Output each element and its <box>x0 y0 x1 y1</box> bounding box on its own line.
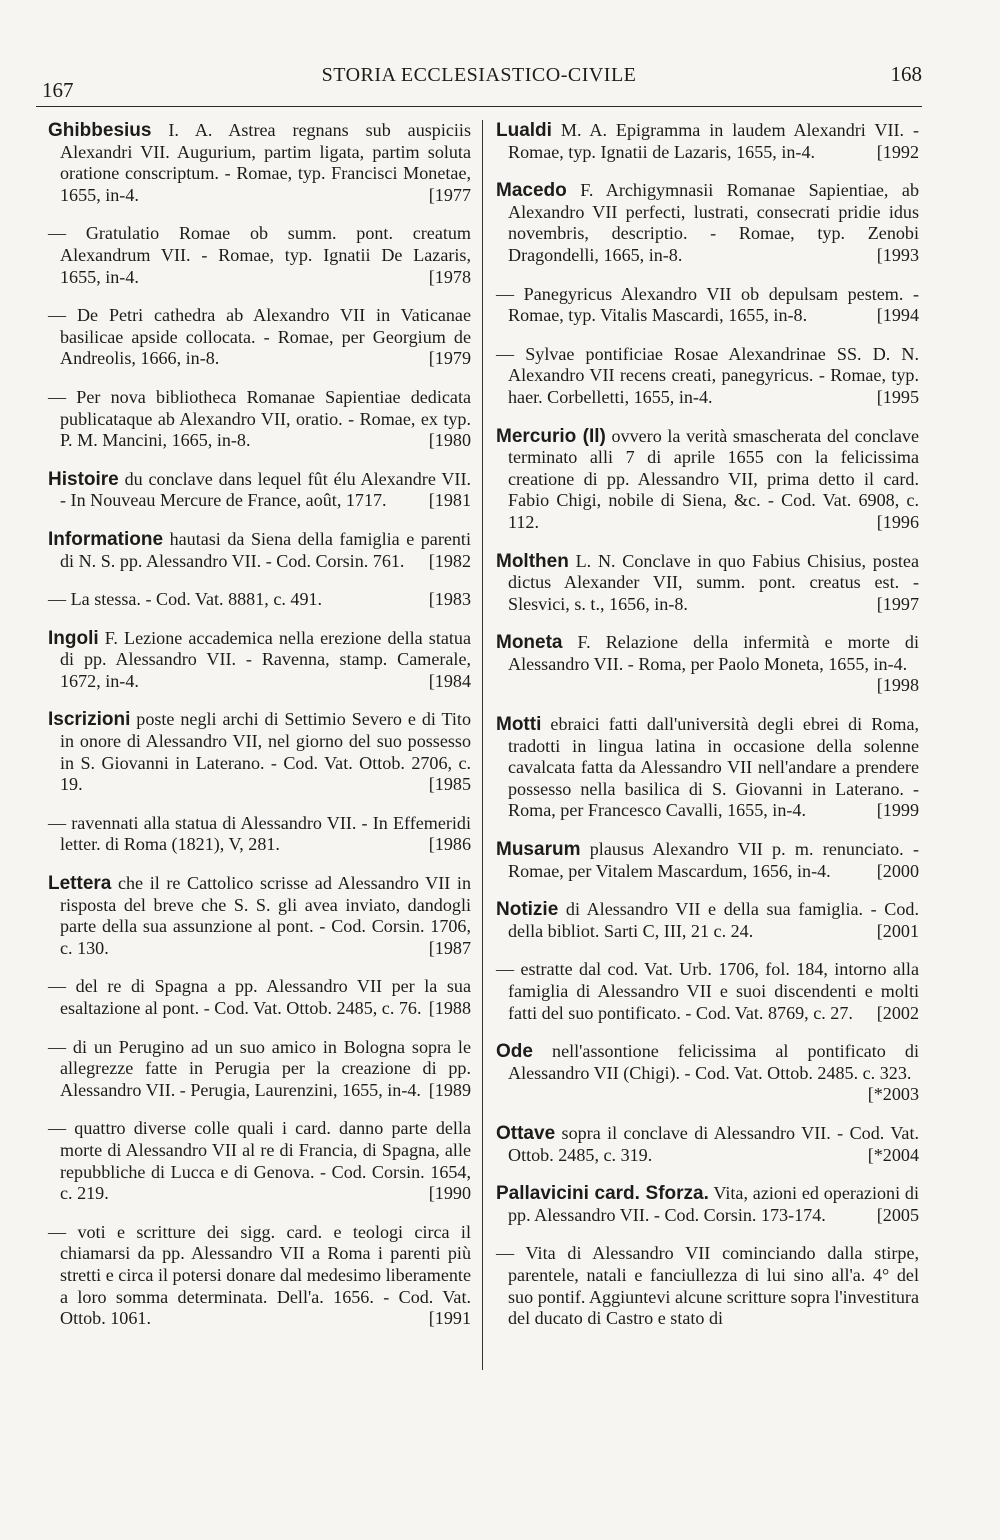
bibliography-entry <box>496 120 919 163</box>
entry-text: plausus Alexandro VII p. m. renunciato. - Romae, per Vitalem Mascardum, 1656, in-4. <box>508 839 919 881</box>
entry-number: [1996 <box>876 511 919 532</box>
bibliography-entry <box>496 959 919 1024</box>
bibliography-entry <box>48 813 471 856</box>
entry-heading: Motti <box>496 714 542 736</box>
entry-number: [1991 <box>428 1308 471 1329</box>
entry-heading: Macedo <box>496 180 567 202</box>
entry-number: [1980 <box>428 430 471 451</box>
entry-text: — estratte dal cod. Vat. Urb. 1706, fol. 184, intorno alla famiglia di Alessandro VII e suoi discendenti e molti fatti del suo pontificato. - Cod. Vat. 8769, c. 27. <box>496 959 919 1023</box>
bibliography-entry <box>48 387 471 452</box>
entry-text: — Panegyricus Alexandro VII ob depulsam pestem. - Romae, typ. Vitalis Mascardi, 1655, in-8. <box>496 283 919 326</box>
entry-number: [1984 <box>428 670 471 691</box>
entry-text: — ravennati alla statua di Alessandro VII. - In Effemeridi letter. di Roma (1821), V, 281. <box>48 812 471 855</box>
entry-heading: Molthen <box>496 550 569 572</box>
bibliography-entry <box>48 589 471 611</box>
entry-text: ovvero la verità smascherata del conclave terminato alli 7 di aprile 1655 con la felicissima creatione di pp. Alessandro VII, prima detto il card. Fabio Chigi, nobile di Siena, &c. - Cod. Vat. 6908, c. 112. <box>508 425 920 532</box>
bibliography-entry <box>48 628 471 693</box>
entry-heading: Histoire <box>48 468 119 490</box>
entry-number: [1997 <box>876 593 919 614</box>
entry-heading: Lettera <box>48 873 112 895</box>
bibliography-entry <box>496 1183 919 1226</box>
entry-text: — De Petri cathedra ab Alexandro VII in Vaticanae basilicae apside collocata. - Romae, per Georgium de Andreolis, 1666, in-8. <box>48 305 471 369</box>
entry-text: M. A. Epigramma in laudem Alexandri VII. - Romae, typ. Ignatii de Lazaris, 1655, in-4. <box>508 120 919 162</box>
entry-text: Vita, azioni ed operazioni di pp. Alessandro VII. - Cod. Corsin. 173-174. <box>508 1183 919 1225</box>
column-divider <box>482 120 483 1370</box>
entry-text: — voti e scritture dei sigg. card. e teologi circa il chiamarsi da pp. Alessandro VII a Roma i parenti più stretti e circa il potersi donare dal medesimo liberamente a loro somma determinata. Dell'a. 1656. - Cod. Vat. Ottob. 1061. <box>48 1221 471 1329</box>
bibliography-entry <box>496 1041 919 1106</box>
entry-number: [1986 <box>428 834 471 855</box>
entry-number: [1987 <box>428 937 471 958</box>
bibliography-entry <box>496 344 919 409</box>
entry-number: [1990 <box>428 1183 471 1204</box>
entry-text: che il re Cattolico scrisse ad Alessandro VII in risposta del breve che S. S. gli avea inviato, dandogli parte della sua assunzione al pont. - Cod. Corsin. 1706, c. 130. <box>60 873 471 958</box>
entry-text: — di un Perugino ad un suo amico in Bologna sopra le allegrezze fatte in Perugia per la creazione di pp. Alessandro VII. - Perugia, Laurenzini, 1655, in-4. <box>48 1036 471 1100</box>
entry-number: [1989 <box>428 1079 471 1100</box>
bibliography-entry <box>48 469 471 512</box>
entry-heading: Ghibbesius <box>48 120 152 141</box>
entry-number: [2005 <box>876 1204 919 1225</box>
bibliography-entry <box>48 120 471 206</box>
entry-text: — La stessa. - Cod. Vat. 8881, c. 491. <box>48 589 323 610</box>
entry-text: — quattro diverse colle quali i card. danno parte della morte di Alessandro VII al re di Francia, di Spagna, alle repubbliche di Lucca e di Genova. - Cod. Corsin. 1654, c. 219. <box>48 1118 471 1204</box>
entry-number: [1978 <box>428 266 471 287</box>
entry-text: ebraici fatti dall'università degli ebrei di Roma, tradotti in lingua latina in occasione della solenne cavalcata fatta da Alessandro VII nell'andare a prendere possesso nella basilica di S. Giovanni in Laterano. - Roma, per Francesco Cavalli, 1655, in-4. <box>508 714 919 821</box>
bibliography-entry <box>48 1222 471 1330</box>
entry-text: hautasi da Siena della famiglia e parenti di N. S. pp. Alessandro VII. - Cod. Corsin. 761. <box>60 528 471 571</box>
right-column <box>496 120 919 1347</box>
entry-number: [1985 <box>428 774 471 795</box>
entry-heading: Iscrizioni <box>48 709 131 731</box>
entry-text: F. Archigymnasii Romanae Sapientiae, ab Alexandro VII perfecti, lustrati, consecrati pridie idus novembris, descriptio. - Romae, typ. Zenobi Dragondelli, 1665, in-8. <box>508 180 919 265</box>
bibliography-entry <box>48 529 471 572</box>
entry-number: [1998 <box>876 675 919 696</box>
entry-text: — Vita di Alessandro VII cominciando dalla stirpe, parentele, natali e fanciullezza di lui sino all'a. 4° del suo pontif. Aggiuntevi alcune scritture sopra l'investitura del ducato di Castro e stato di <box>496 1243 919 1329</box>
entry-heading: Musarum <box>496 839 581 861</box>
entry-text: — del re di Spagna a pp. Alessandro VII per la sua esaltazione al pont. - Cod. Vat. Ottob. 2485, c. 76. <box>48 976 471 1018</box>
entry-text: sopra il conclave di Alessandro VII. - Cod. Vat. Ottob. 2485, c. 319. <box>508 1122 919 1165</box>
bibliography-entry <box>48 1037 471 1102</box>
entry-number: [1992 <box>876 141 919 162</box>
bibliography-entry <box>496 1243 919 1329</box>
entry-number: [*2003 <box>867 1084 919 1105</box>
entry-heading: Ode <box>496 1041 533 1063</box>
entry-number: [1981 <box>428 490 471 511</box>
entry-text: F. Relazione della infermità e morte di Alessandro VII. - Roma, per Paolo Moneta, 1655, in-4. <box>508 632 919 674</box>
entry-heading: Ottave <box>496 1122 556 1144</box>
bibliography-entry <box>496 839 919 882</box>
running-header <box>36 56 922 107</box>
bibliography-entry <box>48 223 471 288</box>
bibliography-entry <box>496 551 919 616</box>
entry-heading: Ingoli <box>48 627 99 649</box>
entry-number: [2000 <box>876 860 919 881</box>
entry-text: du conclave dans lequel fût élu Alexandre VII. - In Nouveau Mercure de France, août, 1717. <box>60 468 471 511</box>
entry-number: [1993 <box>876 244 919 265</box>
entry-number: [1999 <box>876 800 919 821</box>
bibliography-entry <box>48 976 471 1019</box>
bibliography-entry <box>496 426 919 534</box>
entry-number: [1982 <box>428 550 471 571</box>
running-title: STORIA ECCLESIASTICO-CIVILE <box>321 64 637 86</box>
entry-heading: Informatione <box>48 528 164 550</box>
bibliography-entry <box>48 709 471 795</box>
bibliography-entry <box>496 714 919 822</box>
entry-text: — Gratulatio Romae ob summ. pont. creatum Alexandrum VII. - Romae, typ. Ignatii De Lazaris, 1655, in-4. <box>48 223 471 287</box>
bibliography-entry <box>496 284 919 327</box>
bibliography-entry <box>48 873 471 959</box>
entry-number: [*2004 <box>867 1144 919 1165</box>
entry-text: F. Lezione accademica nella erezione della statua di pp. Alessandro VII. - Ravenna, stamp. Camerale, 1672, in-4. <box>60 627 471 691</box>
entry-number: [2001 <box>876 920 919 941</box>
entry-text: I. A. Astrea regnans sub auspiciis Alexandri VII. Augurium, partim ligata, partim soluta oratione conscriptum. - Romae, typ. Francisci Monetae, 1655, in-4. <box>60 120 471 205</box>
bibliography-entry <box>496 180 919 266</box>
entry-number: [1983 <box>428 589 471 610</box>
bibliography-entry <box>48 305 471 370</box>
entry-heading: Mercurio (Il) <box>496 425 606 447</box>
entry-heading: Moneta <box>496 632 563 654</box>
entry-text: nell'assontione felicissima al pontificato di Alessandro VII (Chigi). - Cod. Vat. Ottob. 2485. c. 323. <box>508 1041 919 1083</box>
entry-heading: Pallavicini card. Sforza. <box>496 1183 709 1205</box>
entry-number: [1995 <box>876 386 919 407</box>
bibliography-entry <box>48 1118 471 1204</box>
page-number-left: 167 <box>42 78 74 102</box>
entry-number: [1977 <box>428 184 471 205</box>
bibliography-entry <box>496 1123 919 1166</box>
entry-heading: Notizie <box>496 899 559 921</box>
page-number-right: 168 <box>890 62 922 86</box>
entry-text: di Alessandro VII e della sua famiglia. - Cod. della bibliot. Sarti C, III, 21 c. 24. <box>508 899 919 941</box>
entry-number: [2002 <box>876 1002 919 1023</box>
entry-text: — Per nova bibliotheca Romanae Sapientiae dedicata publicataque ab Alexandro VII, oratio. - Romae, ex typ. P. M. Mancini, 1665, in-8. <box>48 386 471 451</box>
entry-text: — Sylvae pontificiae Rosae Alexandrinae SS. D. N. Alexandro VII recens creati, panegyricus. - Romae, typ. haer. Corbelletti, 1655, in-4. <box>496 343 919 407</box>
entry-text: L. N. Conclave in quo Fabius Chisius, postea dictus Alexander VII, summ. pont. creatus est. - Slesvici, s. t., 1656, in-8. <box>508 550 919 614</box>
entry-heading: Lualdi <box>496 120 552 141</box>
left-column <box>48 120 471 1347</box>
bibliography-entry <box>496 899 919 942</box>
bibliography-entry <box>496 632 919 697</box>
entry-number: [1979 <box>428 348 471 369</box>
entry-text: poste negli archi di Settimio Severo e di Tito in onore di Alessandro VII, nel giorno del suo possesso in S. Giovanni in Laterano. - Cod. Vat. Ottob. 2706, c. 19. <box>60 709 471 795</box>
entry-number: [1988 <box>428 998 471 1018</box>
entry-number: [1994 <box>876 305 919 326</box>
